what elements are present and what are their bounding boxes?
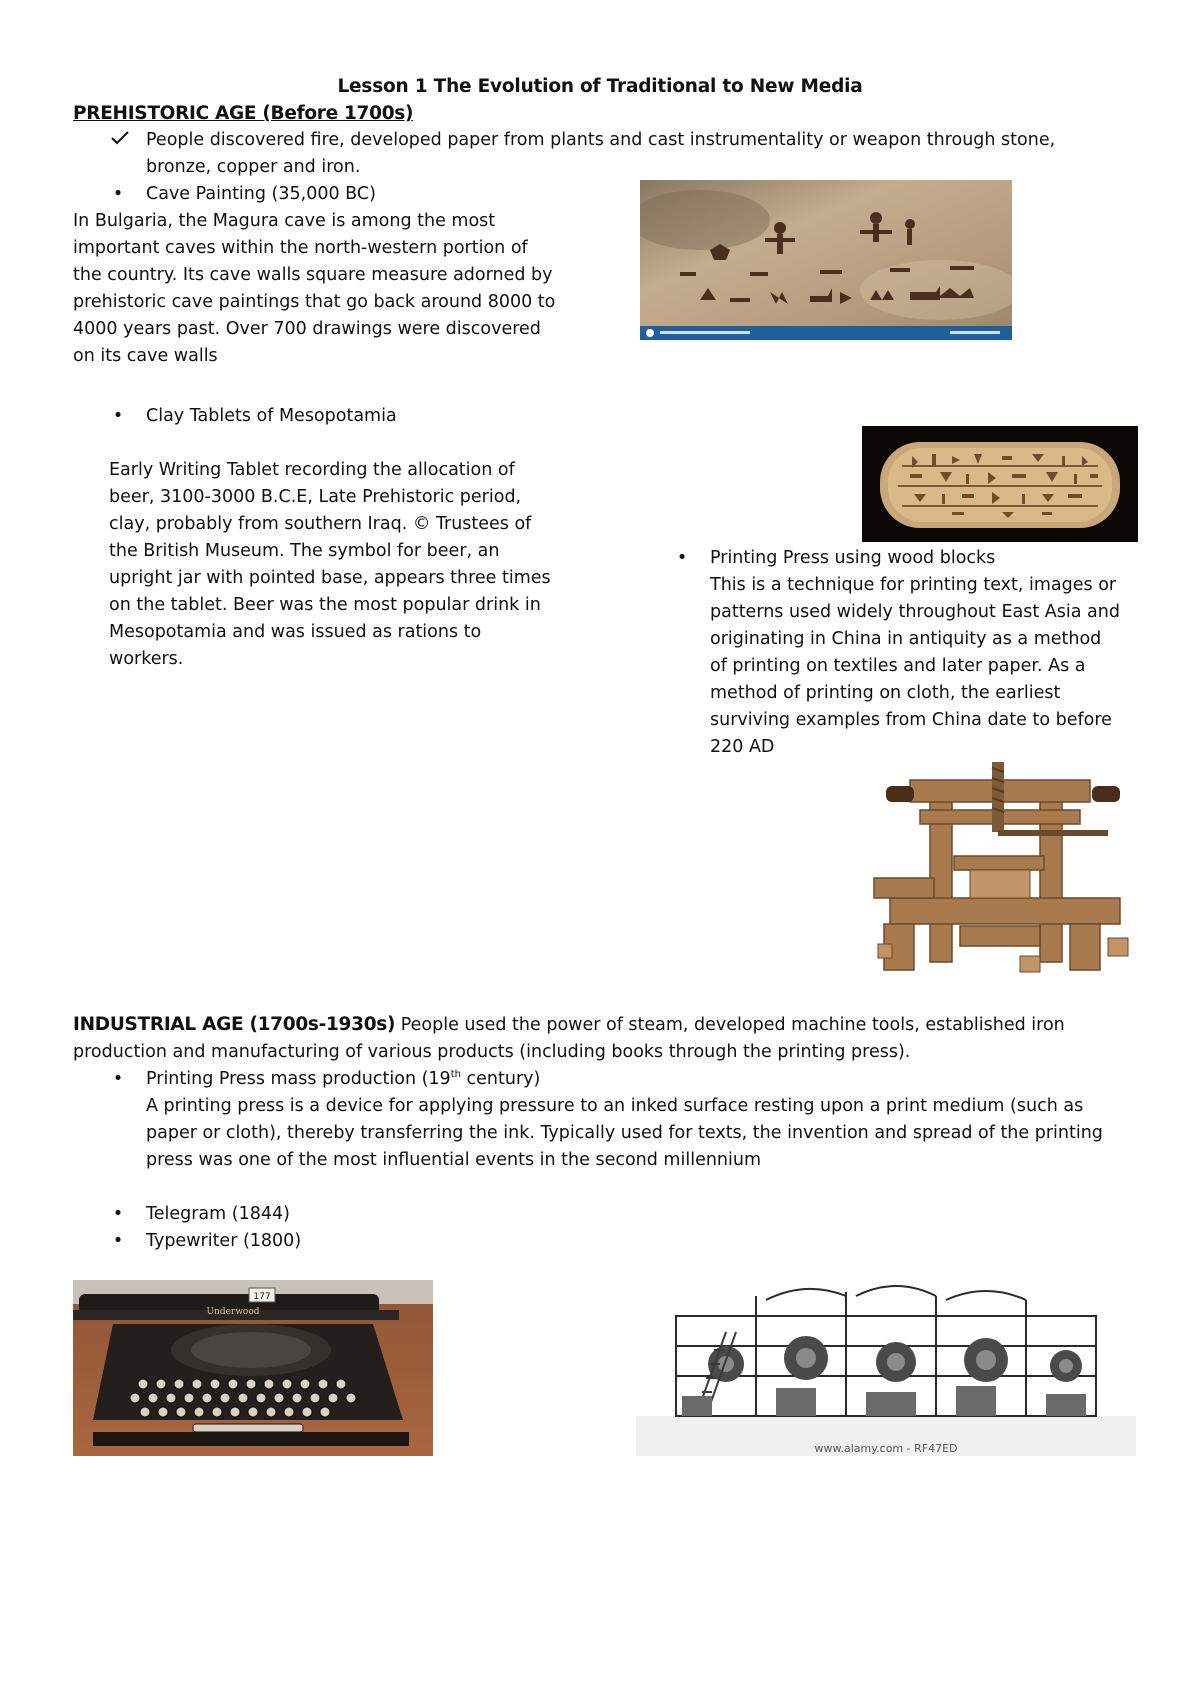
text-line: on its cave walls: [73, 346, 218, 366]
typewriter-bullet: Typewriter (1800): [146, 1231, 302, 1251]
bullet-icon: •: [112, 1231, 124, 1251]
text-line: clay, probably from southern Iraq. © Trustees of: [109, 514, 532, 534]
text-line: originating in China in antiquity as a method: [710, 629, 1102, 649]
text-line: important caves within the north-western portion of: [73, 238, 528, 258]
fire-line-2: bronze, copper and iron.: [146, 157, 361, 177]
text-line: press was one of the most influential events in the second millennium: [146, 1150, 762, 1170]
text-line: beer, 3100-3000 B.C.E, Late Prehistoric period,: [109, 487, 522, 507]
cave-description: [73, 208, 593, 370]
industrial-printing-press-image: [636, 1276, 1136, 1466]
check-icon: [110, 130, 130, 146]
text-line: of printing on textiles and later paper. As a: [710, 656, 1086, 676]
text-line: This is a technique for printing text, images or: [710, 575, 1117, 595]
cave-painting-image: [640, 180, 1012, 340]
fire-line-1: People discovered fire, developed paper from plants and cast instrumentality or weapon through stone,: [146, 130, 1056, 150]
wood-block-bullet: Printing Press using wood blocks: [710, 548, 996, 568]
bullet-icon: •: [112, 184, 124, 204]
industrial-intro-line-1: [73, 1011, 1065, 1039]
text-line: patterns used widely throughout East Asia and: [710, 602, 1120, 622]
bullet-icon: •: [112, 1069, 124, 1089]
text-line: surviving examples from China date to before: [710, 710, 1112, 730]
text-line: method of printing on cloth, the earliest: [710, 683, 1061, 703]
industrial-intro-text: People used the power of steam, developed machine tools, established iron: [395, 1015, 1065, 1035]
industrial-heading: INDUSTRIAL AGE (1700s-1930s): [73, 1014, 396, 1035]
cave-painting-bullet: Cave Painting (35,000 BC): [146, 184, 376, 204]
alamy-watermark: www.alamy.com - RF47ED: [814, 1442, 958, 1455]
clay-tablets-bullet: Clay Tablets of Mesopotamia: [146, 406, 397, 426]
clay-tablet-image: [862, 426, 1138, 542]
bullet-icon: •: [112, 1204, 124, 1224]
text-line: workers.: [109, 649, 184, 669]
prehistoric-heading: PREHISTORIC AGE (Before 1700s): [73, 103, 414, 124]
wooden-printing-press-image: [870, 758, 1136, 980]
printing-press-description: [146, 1093, 1146, 1174]
industrial-intro-line-2: production and manufacturing of various products (including books through the printing press).: [73, 1042, 911, 1062]
typewriter-image: [73, 1280, 433, 1456]
text-line: 4000 years past. Over 700 drawings were discovered: [73, 319, 541, 339]
text-line: the British Museum. The symbol for beer, an: [109, 541, 500, 561]
text-line: A printing press is a device for applying pressure to an inked surface resting upon a print medium (such as: [146, 1096, 1084, 1116]
text-line: on the tablet. Beer was the most popular drink in: [109, 595, 541, 615]
text-line: 220 AD: [710, 737, 775, 757]
text-line: paper or cloth), thereby transferring the ink. Typically used for texts, the invention and spread of the printing: [146, 1123, 1103, 1143]
text-line: Early Writing Tablet recording the allocation of: [109, 460, 515, 480]
text-line: the country. Its cave walls square measure adorned by: [73, 265, 553, 285]
text-line: prehistoric cave paintings that go back around 8000 to: [73, 292, 556, 312]
typewriter-tag: 177: [253, 1292, 271, 1302]
mass-production-bullet: [146, 1066, 540, 1093]
page-title: Lesson 1 The Evolution of Traditional to New Media: [337, 76, 863, 97]
ordinal-suffix: th: [450, 1069, 461, 1081]
bullet-text-end: century): [460, 1069, 541, 1089]
wood-block-description: [710, 572, 1150, 761]
bullet-text: Printing Press mass production (19: [146, 1069, 451, 1089]
bullet-icon: •: [112, 406, 124, 426]
clay-description: [109, 457, 589, 673]
bullet-icon: •: [676, 548, 688, 568]
text-line: Mesopotamia and was issued as rations to: [109, 622, 482, 642]
telegram-bullet: Telegram (1844): [146, 1204, 290, 1224]
text-line: upright jar with pointed base, appears three times: [109, 568, 551, 588]
text-line: In Bulgaria, the Magura cave is among the most: [73, 211, 496, 231]
typewriter-brand: Underwood: [206, 1307, 260, 1317]
